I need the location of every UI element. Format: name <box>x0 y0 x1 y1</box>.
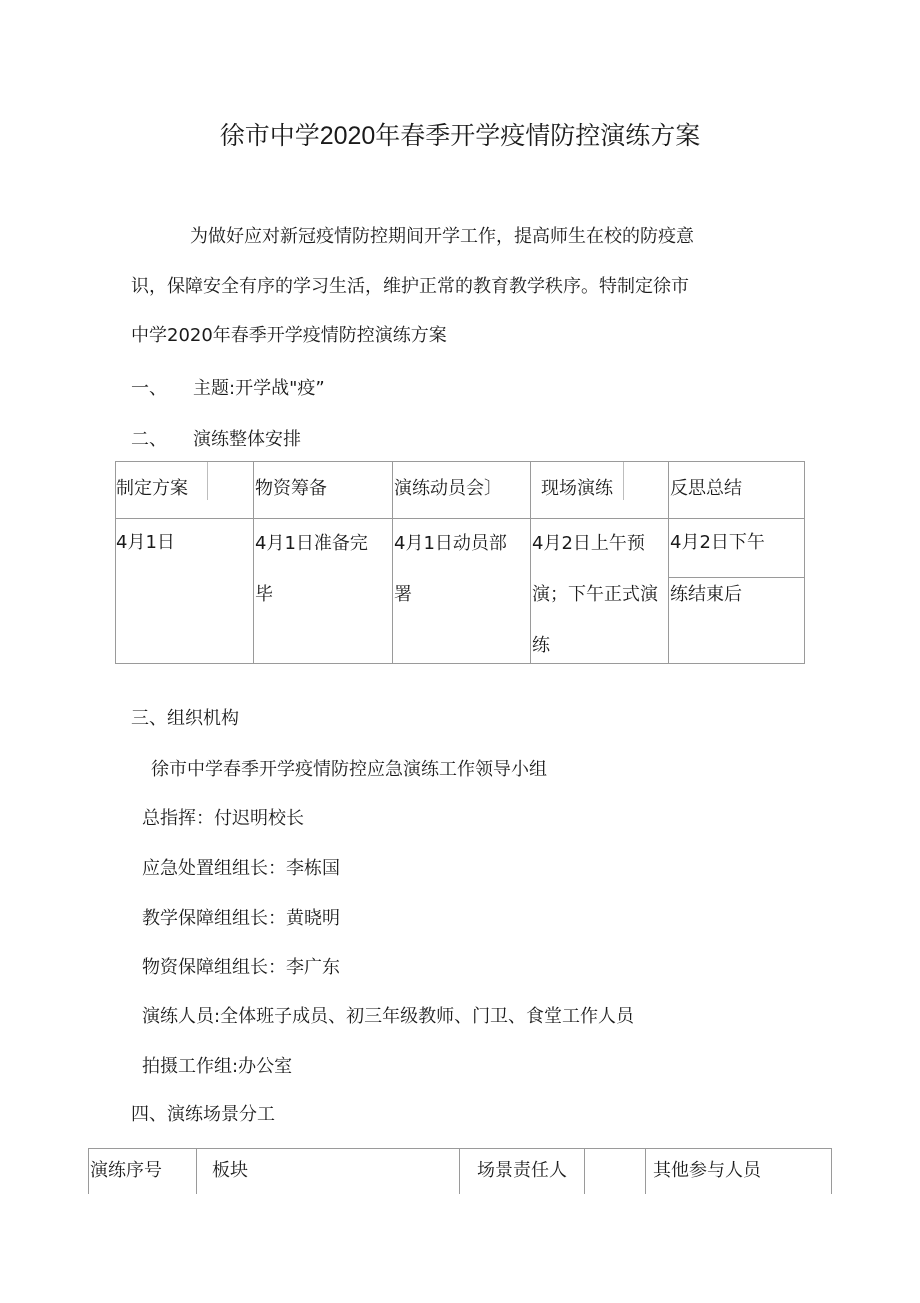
schedule-header-plan: 制定方案 <box>116 478 188 499</box>
table-column-divider <box>831 1149 832 1194</box>
schedule-cell-review-date: 4月2日下午 <box>670 532 765 553</box>
schedule-cell-review-after: 练结東后 <box>670 584 742 605</box>
schedule-table <box>115 461 805 664</box>
table-column-divider <box>196 1149 197 1194</box>
scene-header-participants: 其他参与人员 <box>653 1160 761 1181</box>
section-1-number: 一、 <box>131 378 167 399</box>
intro-line-3: 中学2020年春季开学疫情防控演练方案 <box>131 325 447 346</box>
schedule-cell-materials-date: 4月1日准备完毕 <box>255 533 368 605</box>
table-column-divider <box>253 462 254 663</box>
table-column-divider <box>584 1149 585 1194</box>
schedule-header-mobilization: 演练动员会〕 <box>394 478 502 499</box>
schedule-cell-mobilization-date: 4月1日动员部署 <box>394 533 507 605</box>
schedule-header-materials: 物资筹备 <box>255 478 327 499</box>
page-title: 徐市中学2020年春季开学疫情防控演练方案 <box>219 122 701 150</box>
intro-line-2: 识，保障安全有序的学习生活，维护正常的教育教学秩序。特制定徐市 <box>131 276 689 297</box>
section-2-number: 二、 <box>131 429 167 450</box>
scene-header-number: 演练序号 <box>90 1160 162 1181</box>
scene-header-responsible: 场景责任人 <box>477 1160 567 1181</box>
schedule-cell-plan-date: 4月1日 <box>116 532 175 553</box>
table-column-divider <box>645 1149 646 1194</box>
org-group-name: 徐市中学春季开学疫情防控应急演练工作领导小组 <box>151 759 547 780</box>
org-photo-team: 拍摄工作组:办公室 <box>142 1056 293 1077</box>
org-teaching-leader: 教学保障组组长：黄晓明 <box>142 908 340 929</box>
section-2-heading: 演练整体安排 <box>193 429 301 450</box>
section-4-heading: 四、演练场景分工 <box>131 1104 275 1125</box>
table-column-divider <box>459 1149 460 1194</box>
schedule-header-review: 反思总结 <box>670 478 742 499</box>
scene-header-section: 板块 <box>212 1160 248 1181</box>
org-commander: 总指挥：付迟明校长 <box>142 808 304 829</box>
table-column-divider <box>668 462 669 663</box>
org-drill-staff: 演练人员:全体班子成员、初三年级教师、门卫、食堂工作人员 <box>142 1006 635 1027</box>
table-tick-mark <box>207 462 208 500</box>
section-3-heading: 三、组织机构 <box>131 708 239 729</box>
table-cell-divider <box>668 577 804 578</box>
table-column-divider <box>530 462 531 663</box>
table-column-divider <box>88 1149 89 1194</box>
table-tick-mark <box>623 462 624 500</box>
schedule-cell-drill-date: 4月2日上午预演；下午正式演练 <box>532 533 658 656</box>
intro-line-1: 为做好应对新冠疫情防控期间开学工作，提高师生在校的防疫意 <box>190 226 694 247</box>
schedule-header-drill: 现场演练 <box>541 478 613 499</box>
table-column-divider <box>392 462 393 663</box>
org-supplies-leader: 物资保障组组长：李广东 <box>142 957 340 978</box>
section-1-heading: 主题:开学战"疫” <box>193 378 325 399</box>
org-emergency-leader: 应急处置组组长：李栋国 <box>142 858 340 879</box>
scene-table <box>88 1148 832 1194</box>
